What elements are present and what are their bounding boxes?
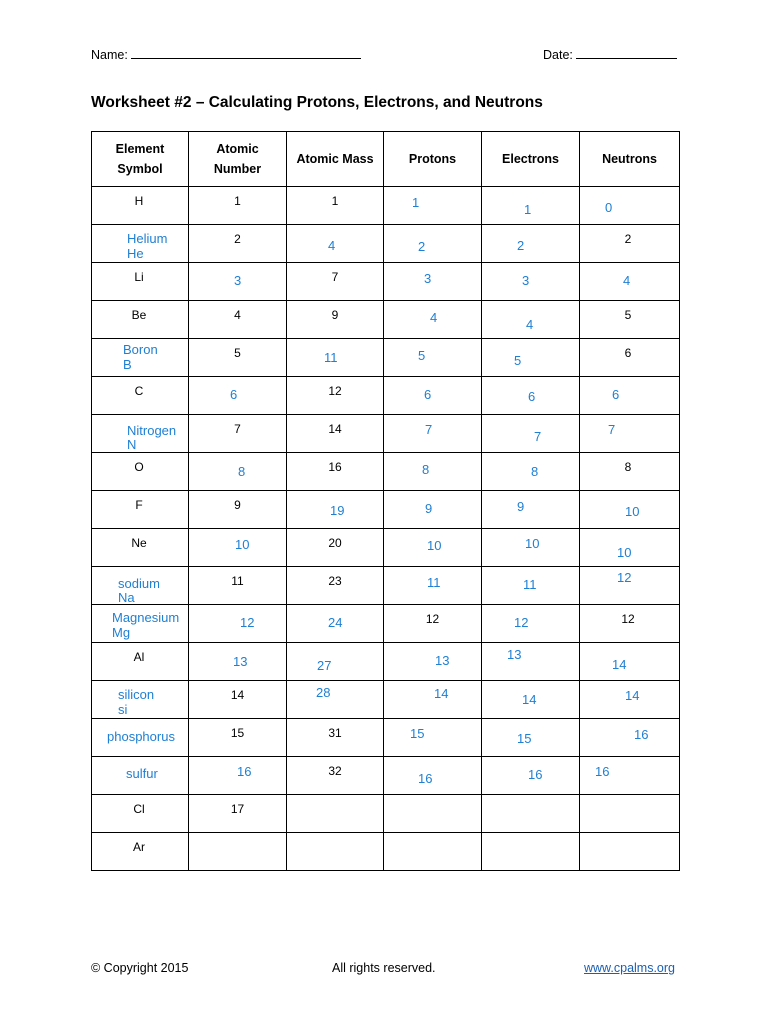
protons-cell[interactable]: 6 xyxy=(384,377,482,415)
symbol-cell[interactable]: C xyxy=(92,377,189,415)
atomic-mass-cell[interactable]: 32 xyxy=(287,757,384,795)
table-row xyxy=(92,833,680,871)
neutrons-cell[interactable]: 5 xyxy=(580,301,680,339)
protons-cell[interactable]: 9 xyxy=(384,491,482,529)
atomic-mass-cell[interactable] xyxy=(287,795,384,833)
electrons-cell[interactable] xyxy=(482,833,580,871)
table-row xyxy=(92,301,680,339)
atomic-number-cell[interactable]: 4 xyxy=(189,301,287,339)
neutrons-cell[interactable] xyxy=(580,795,680,833)
neutrons-cell[interactable]: 2 xyxy=(580,225,680,263)
symbol-cell[interactable]: Boron B xyxy=(92,339,189,377)
col-header-element: Element Symbol xyxy=(92,132,189,187)
atomic-mass-cell[interactable]: 4 xyxy=(287,225,384,263)
neutrons-cell[interactable]: 16 xyxy=(580,757,680,795)
atomic-number-cell[interactable]: 6 xyxy=(189,377,287,415)
table-row xyxy=(92,187,680,225)
atomic-number-cell[interactable]: 9 xyxy=(189,491,287,529)
symbol-cell[interactable]: Be xyxy=(92,301,189,339)
table-row xyxy=(92,263,680,301)
atomic-number-cell[interactable]: 5 xyxy=(189,339,287,377)
table-row xyxy=(92,453,680,491)
symbol-cell[interactable]: Nitrogen N xyxy=(92,415,189,453)
protons-cell[interactable]: 10 xyxy=(384,529,482,567)
atomic-mass-cell[interactable]: 19 xyxy=(287,491,384,529)
table-row xyxy=(92,567,680,605)
atomic-number-cell[interactable]: 14 xyxy=(189,681,287,719)
electrons-cell[interactable]: 7 xyxy=(482,415,580,453)
atomic-mass-cell[interactable]: 31 xyxy=(287,719,384,757)
electrons-cell[interactable]: 15 xyxy=(482,719,580,757)
atomic-mass-cell[interactable]: 28 xyxy=(287,681,384,719)
atomic-mass-cell[interactable]: 23 xyxy=(287,567,384,605)
neutrons-cell[interactable]: 14 xyxy=(580,643,680,681)
rights-text: All rights reserved. xyxy=(332,961,436,975)
table-row xyxy=(92,415,680,453)
symbol-cell[interactable]: H xyxy=(92,187,189,225)
neutrons-cell[interactable]: 12 xyxy=(580,567,680,605)
cpalms-link[interactable]: www.cpalms.org xyxy=(584,961,675,975)
electrons-cell[interactable]: 5 xyxy=(482,339,580,377)
symbol-cell[interactable]: Al xyxy=(92,643,189,681)
protons-cell[interactable]: 14 xyxy=(384,681,482,719)
atomic-number-cell[interactable]: 11 xyxy=(189,567,287,605)
table-row xyxy=(92,795,680,833)
name-line[interactable] xyxy=(131,46,361,59)
col-header-protons: Protons xyxy=(384,132,482,187)
electrons-cell[interactable]: 2 xyxy=(482,225,580,263)
atomic-number-cell[interactable]: 12 xyxy=(189,605,287,643)
table-row xyxy=(92,491,680,529)
symbol-cell[interactable]: phosphorus xyxy=(92,719,189,757)
electrons-cell[interactable]: 11 xyxy=(482,567,580,605)
symbol-cell[interactable]: Ar xyxy=(92,833,189,871)
atomic-mass-cell[interactable]: 11 xyxy=(287,339,384,377)
atomic-mass-cell[interactable]: 20 xyxy=(287,529,384,567)
protons-cell[interactable]: 7 xyxy=(384,415,482,453)
electrons-cell[interactable]: 1 xyxy=(482,187,580,225)
neutrons-cell[interactable]: 8 xyxy=(580,453,680,491)
atomic-mass-cell[interactable]: 9 xyxy=(287,301,384,339)
protons-cell[interactable] xyxy=(384,795,482,833)
table-row xyxy=(92,377,680,415)
electrons-cell[interactable]: 16 xyxy=(482,757,580,795)
date-field xyxy=(543,46,677,62)
table-row xyxy=(92,757,680,795)
symbol-cell[interactable]: Ne xyxy=(92,529,189,567)
table-row xyxy=(92,225,680,263)
atomic-mass-cell[interactable]: 1 xyxy=(287,187,384,225)
electrons-cell[interactable] xyxy=(482,795,580,833)
neutrons-cell[interactable]: 6 xyxy=(580,377,680,415)
atomic-mass-cell[interactable]: 27 xyxy=(287,643,384,681)
neutrons-cell[interactable]: 14 xyxy=(580,681,680,719)
protons-cell[interactable]: 15 xyxy=(384,719,482,757)
copyright-text: © Copyright 2015 xyxy=(91,961,189,975)
atomic-number-cell[interactable]: 3 xyxy=(189,263,287,301)
symbol-cell[interactable]: Li xyxy=(92,263,189,301)
neutrons-cell[interactable]: 0 xyxy=(580,187,680,225)
element-table xyxy=(91,131,680,871)
electrons-cell[interactable]: 12 xyxy=(482,605,580,643)
protons-cell[interactable]: 1 xyxy=(384,187,482,225)
symbol-cell[interactable]: Helium He xyxy=(92,225,189,263)
atomic-mass-cell[interactable]: 14 xyxy=(287,415,384,453)
atomic-number-cell[interactable]: 16 xyxy=(189,757,287,795)
table-row xyxy=(92,605,680,643)
electrons-cell[interactable]: 4 xyxy=(482,301,580,339)
protons-cell[interactable]: 4 xyxy=(384,301,482,339)
protons-cell[interactable]: 13 xyxy=(384,643,482,681)
protons-cell[interactable] xyxy=(384,833,482,871)
col-header-neutrons: Neutrons xyxy=(580,132,680,187)
atomic-mass-cell[interactable]: 24 xyxy=(287,605,384,643)
symbol-cell[interactable]: Cl xyxy=(92,795,189,833)
atomic-mass-cell[interactable] xyxy=(287,833,384,871)
col-header-electrons: Electrons xyxy=(482,132,580,187)
neutrons-cell[interactable]: 10 xyxy=(580,529,680,567)
atomic-number-cell[interactable]: 13 xyxy=(189,643,287,681)
symbol-cell[interactable]: F xyxy=(92,491,189,529)
neutrons-cell[interactable] xyxy=(580,833,680,871)
electrons-cell[interactable]: 14 xyxy=(482,681,580,719)
symbol-cell[interactable]: O xyxy=(92,453,189,491)
atomic-number-cell[interactable] xyxy=(189,833,287,871)
atomic-mass-cell[interactable]: 12 xyxy=(287,377,384,415)
protons-cell[interactable]: 3 xyxy=(384,263,482,301)
table-row xyxy=(92,719,680,757)
atomic-number-cell[interactable]: 8 xyxy=(189,453,287,491)
table-row xyxy=(92,681,680,719)
electrons-cell[interactable]: 3 xyxy=(482,263,580,301)
protons-cell[interactable]: 5 xyxy=(384,339,482,377)
table-row xyxy=(92,339,680,377)
name-label: Name: xyxy=(91,48,128,62)
atomic-mass-cell[interactable]: 16 xyxy=(287,453,384,491)
date-label: Date: xyxy=(543,48,573,62)
table-header-row xyxy=(92,132,680,187)
protons-cell[interactable]: 16 xyxy=(384,757,482,795)
electrons-cell[interactable]: 9 xyxy=(482,491,580,529)
electrons-cell[interactable]: 13 xyxy=(482,643,580,681)
table-row xyxy=(92,643,680,681)
atomic-number-cell[interactable]: 7 xyxy=(189,415,287,453)
symbol-cell[interactable]: sulfur xyxy=(92,757,189,795)
electrons-cell[interactable]: 10 xyxy=(482,529,580,567)
neutrons-cell[interactable]: 16 xyxy=(580,719,680,757)
protons-cell[interactable]: 8 xyxy=(384,453,482,491)
name-field xyxy=(91,46,361,62)
atomic-mass-cell[interactable]: 7 xyxy=(287,263,384,301)
col-header-atomic-number: Atomic Number xyxy=(189,132,287,187)
neutrons-cell[interactable]: 12 xyxy=(580,605,680,643)
table-row xyxy=(92,529,680,567)
protons-cell[interactable]: 11 xyxy=(384,567,482,605)
col-header-atomic-mass: Atomic Mass xyxy=(287,132,384,187)
symbol-cell[interactable]: sodium Na xyxy=(92,567,189,605)
protons-cell[interactable]: 12 xyxy=(384,605,482,643)
electrons-cell[interactable]: 6 xyxy=(482,377,580,415)
symbol-cell[interactable]: silicon si xyxy=(92,681,189,719)
protons-cell[interactable]: 2 xyxy=(384,225,482,263)
neutrons-cell[interactable]: 7 xyxy=(580,415,680,453)
atomic-number-cell[interactable]: 1 xyxy=(189,187,287,225)
atomic-number-cell[interactable]: 10 xyxy=(189,529,287,567)
worksheet-title: Worksheet #2 – Calculating Protons, Electrons, and Neutrons xyxy=(91,94,543,111)
symbol-cell[interactable]: Magnesium Mg xyxy=(92,605,189,643)
neutrons-cell[interactable]: 10 xyxy=(580,491,680,529)
atomic-number-cell[interactable]: 15 xyxy=(189,719,287,757)
neutrons-cell[interactable]: 6 xyxy=(580,339,680,377)
atomic-number-cell[interactable]: 2 xyxy=(189,225,287,263)
neutrons-cell[interactable]: 4 xyxy=(580,263,680,301)
atomic-number-cell[interactable]: 17 xyxy=(189,795,287,833)
electrons-cell[interactable]: 8 xyxy=(482,453,580,491)
date-line[interactable] xyxy=(576,46,677,59)
